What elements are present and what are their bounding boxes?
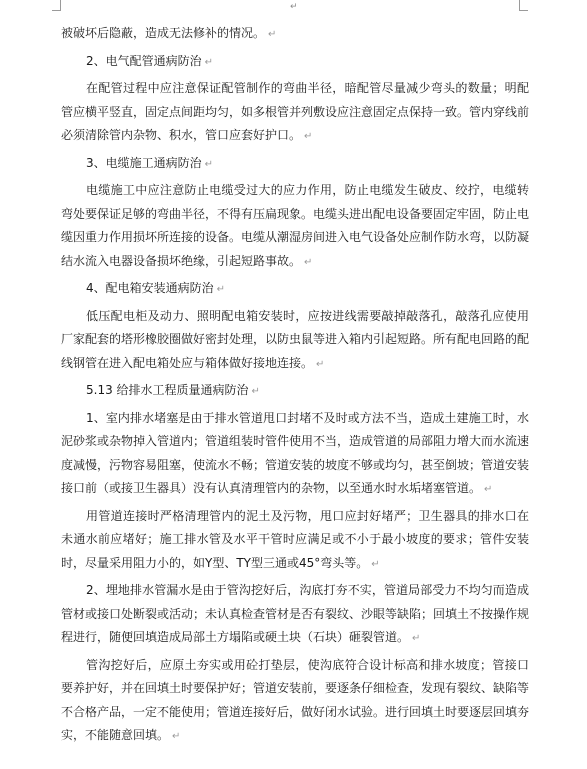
paragraph-text: 1、室内排水堵塞是由于排水管道甩口封堵不及时或方法不当，造成土建施工时，水泥砂浆或杂物掉入管道内；管道组装时管件使用不当，造成管道的局部阻力增大而水流速度减慢，污物容易阻塞，使流水不畅；管道安装的坡度不够或均匀，甚至倒坡；管道安装接口前（或接卫生器具）没有认真清理管内的杂物，以至通水时水垢堵塞管道。 (61, 410, 530, 495)
body-paragraph (61, 654, 529, 749)
paragraph-mark-icon: ↵ (268, 29, 277, 40)
paragraph-text: 管沟挖好后，应原土夯实或用砼打垫层，使沟底符合设计标高和排水坡度；管接口要养护好，并在回填土时要保护好；管道安装前，要逐条仔细检查，发现有裂纹、缺陷等不合格产品，一定不能使用；管道连接好后，做好闭水试验。进行回填土时要逐层回填夯实，不能随意回填。 (61, 657, 530, 742)
paragraph-text: 5.13 给排水工程质量通病防治 (86, 383, 249, 397)
crop-mark-top-right (519, 0, 528, 11)
section-heading (61, 50, 529, 75)
document-body[interactable] (61, 22, 529, 749)
paragraph-mark-icon: ↵ (304, 131, 313, 142)
paragraph-mark-icon: ↵ (484, 484, 493, 495)
body-paragraph (61, 407, 529, 502)
paragraph-text: 3、电缆施工通病防治 (86, 155, 202, 170)
paragraph-text: 低压配电柜及动力、照明配电箱安装时，应按进线需要敲掉敲落孔，敲落孔应使用厂家配套的塔形橡胶圈做好密封处理，以防虫鼠等进入箱内引起短路。所有配电回路的配线钢管在进入配电箱处应与箱体做好接地连接。 (61, 308, 530, 370)
body-paragraph (61, 22, 529, 47)
paragraph-text: 用管道连接时严格清理管内的泥土及污物，甩口应封好堵严；卫生器具的排水口在未通水前应堵好；施工排水管及水平干管时应满足或不小于最小坡度的要求；管件安装时，尽量采用阻力小的，如Y型、TY型三通或45°弯头等。 (61, 508, 529, 570)
section-heading (61, 379, 529, 404)
paragraph-text: 在配管过程中应注意保证配管制作的弯曲半径，暗配管尽量减少弯头的数量；明配管应横平竖直，固定点间距均匀，如多根管并列敷设应注意固定点保持一致。管内穿线前必须清除管内杂物、积水，管口应套好护口。 (61, 81, 530, 142)
paragraph-mark-icon: ↵ (204, 56, 214, 68)
section-heading (61, 152, 529, 177)
paragraph-mark-icon: ↵ (204, 158, 214, 170)
paragraph-text: 2、电气配管通病防治 (86, 53, 202, 68)
paragraph-mark-icon: ↵ (172, 731, 181, 742)
cursor-return-icon: ↵ (290, 2, 298, 12)
body-paragraph (61, 505, 529, 577)
crop-mark-top-left (52, 0, 61, 11)
paragraph-mark-icon: ↵ (304, 256, 313, 268)
paragraph-text: 被破坏后隐蔽，造成无法修补的情况。 (61, 26, 266, 40)
paragraph-text: 2、埋地排水管漏水是由于管沟挖好后，沟底打夯不实，管道局部受力不均匀而造成管材或接口处断裂或活动；未认真检查管材是否有裂纹、沙眼等缺陷；回填土不按操作规程进行，随便回填造成局部土方塌陷或硬土块（石块）砸裂管道。 (61, 583, 530, 644)
section-heading (61, 277, 529, 302)
paragraph-mark-icon: ↵ (316, 358, 325, 370)
paragraph-mark-icon: ↵ (216, 284, 226, 295)
body-paragraph (61, 77, 529, 149)
body-paragraph (61, 305, 529, 377)
paragraph-text: 电缆施工中应注意防止电缆受过大的应力作用，防止电缆发生破皮、绞拧，电缆转弯处要保证足够的弯曲半径，不得有压扁现象。电缆头进出配电设备要固定牢固，防止电缆因重力作用损坏所连接的设备。电缆从潮湿房间进入电气设备处应制作防水弯，以防凝结水流入电器设备损坏绝缘，引起短路事故。 (61, 183, 530, 268)
paragraph-mark-icon: ↵ (251, 386, 260, 397)
body-paragraph (61, 179, 529, 274)
paragraph-text: 4、配电箱安装通病防治 (86, 281, 214, 295)
paragraph-mark-icon: ↵ (371, 558, 380, 570)
body-paragraph (61, 579, 529, 651)
paragraph-mark-icon: ↵ (412, 633, 421, 644)
